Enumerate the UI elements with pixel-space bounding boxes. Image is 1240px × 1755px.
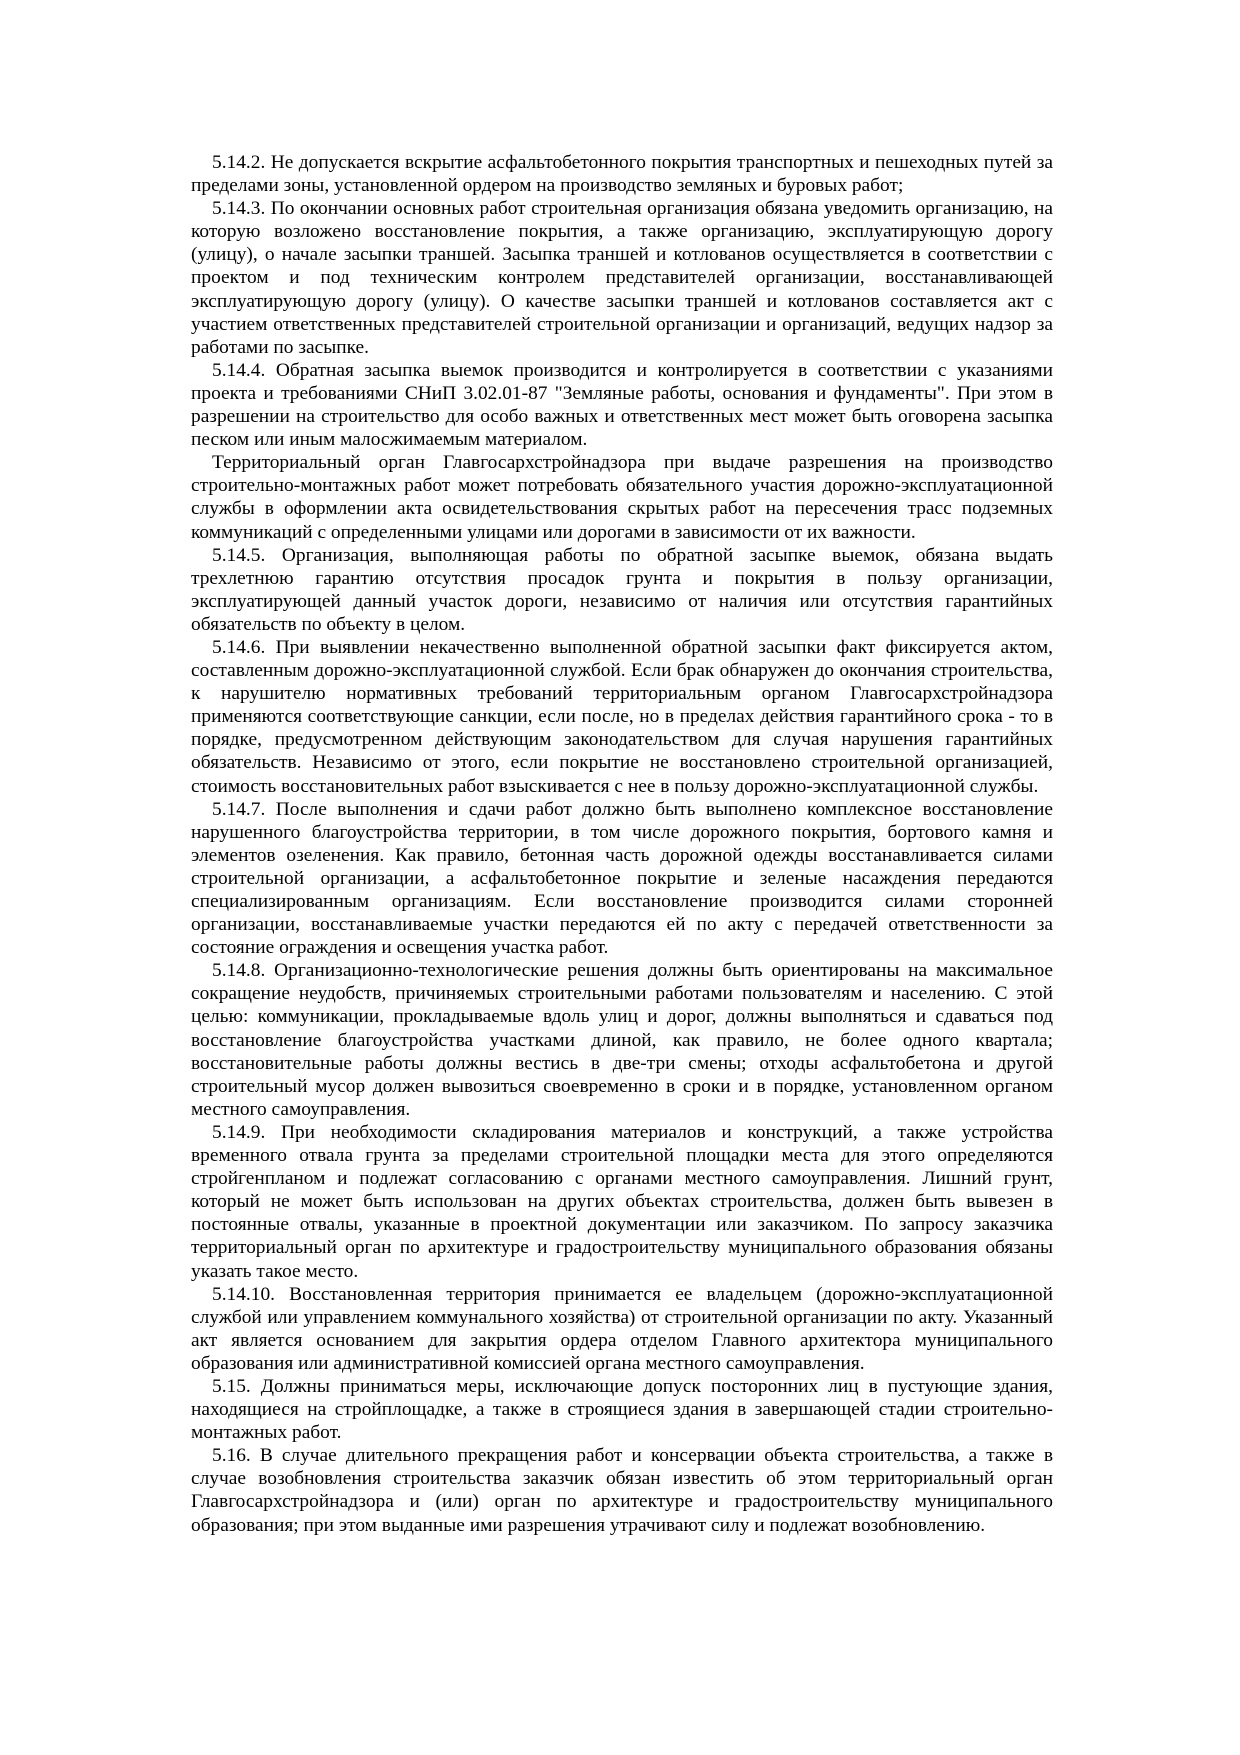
paragraph-5-14-5: 5.14.5. Организация, выполняющая работы по обратной засыпке выемок, обязана выдать трехлетнюю гарантию отсутствия просадок грунта и покрытия в пользу организации, эксплуатирующей данный участок дороги, независимо от наличия или отсутствия гарантийных обязательств по объекту в целом. xyxy=(191,544,1053,635)
paragraph-5-14-8: 5.14.8. Организационно-технологические решения должны быть ориентированы на максимальное сокращение неудобств, причиняемых строительными работами пользователям и населению. С этой целью: коммуникации, прокладываемые вдоль улиц и дорог, должны выполняться и сдаваться под восстановление благоустройства участками длиной, как правило, не более одного квартала; восстановительные работы должны вестись в две-три смены; отходы асфальтобетона и другой строительный мусор должен вывозиться своевременно в сроки и в порядке, установленном органом местного самоуправления. xyxy=(191,960,1053,1120)
paragraph-5-14-2: 5.14.2. Не допускается вскрытие асфальтобетонного покрытия транспортных и пешеходных путей за пределами зоны, установленной ордером на производство земляных и буровых работ; xyxy=(191,152,1053,197)
paragraph-5-14-10: 5.14.10. Восстановленная территория принимается ее владельцем (дорожно-эксплуатационной службой или управлением коммунального хозяйства) от строительной организации по акту. Указанный акт является основанием для закрытия ордера отделом Главного архитектора муниципального образования или административной комиссией органа местного самоуправления. xyxy=(191,1283,1053,1374)
paragraph-5-16: 5.16. В случае длительного прекращения работ и консервации объекта строительства, а также в случае возобновления строительства заказчик обязан известить об этом территориальный орган Главгосархстройнадзора и (или) орган по архитектуре и градостроительству муниципального образования; при этом выданные ими разрешения утрачивают силу и подлежат возобновлению. xyxy=(191,1445,1053,1536)
paragraph-5-14-4: 5.14.4. Обратная засыпка выемок производится и контролируется в соответствии с указаниями проекта и требованиями СНиП 3.02.01-87 "Земляные работы, основания и фундаменты". При этом в разрешении на строительство для особо важных и ответственных мест может быть оговорена засыпка песком или иным малосжимаемым материалом. xyxy=(191,359,1053,451)
paragraph-5-14-3: 5.14.3. По окончании основных работ строительная организация обязана уведомить организацию, на которую возложено восстановление покрытия, а также организацию, эксплуатирующую дорогу (улицу), о начале засыпки траншей. Засыпка траншей и котлованов осуществляется в соответствии с проектом и под техническим контролем представителей организации, восстанавливающей эксплуатирующую дорогу (улицу). О качестве засыпки траншей и котлованов составляется акт с участием ответственных представителей строительной организации и организаций, ведущих надзор за работами по засыпке. xyxy=(191,198,1053,358)
document-body xyxy=(191,151,1053,1537)
paragraph-territorial-body: Территориальный орган Главгосархстройнадзора при выдаче разрешения на производство строительно-монтажных работ может потребовать обязательного участия дорожно-эксплуатационной службы в оформлении акта освидетельствования скрытых работ на пересечения трасс подземных коммуникаций с определенными улицами или дорогами в зависимости от их важности. xyxy=(191,452,1053,543)
paragraph-5-14-6: 5.14.6. При выявлении некачественно выполненной обратной засыпки факт фиксируется актом, составленным дорожно-эксплуатационной службой. Если брак обнаружен до окончания строительства, к нарушителю нормативных требований территориальным органом Главгосархстройнадзора применяются соответствующие санкции, если после, но в пределах действия гарантийного срока - то в порядке, предусмотренном действующим законодательством для случая нарушения гарантийных обязательств. Независимо от этого, если покрытие не восстановлено строительной организацией, стоимость восстановительных работ взыскивается с нее в пользу дорожно-эксплуатационной службы. xyxy=(191,636,1053,797)
paragraph-5-14-9: 5.14.9. При необходимости складирования материалов и конструкций, а также устройства временного отвала грунта за пределами строительной площадки места для этого определяются стройгенпланом и подлежат согласованию с органами местного самоуправления. Лишний грунт, который не может быть использован на других объектах строительства, должен быть вывезен в постоянные отвалы, указанные в проектной документации или заказчиком. По запросу заказчика территориальный орган по архитектуре и градостроительству муниципального образования обязаны указать такое место. xyxy=(191,1121,1053,1282)
paragraph-5-14-7: 5.14.7. После выполнения и сдачи работ должно быть выполнено комплексное восстановление нарушенного благоустройства территории, в том числе дорожного покрытия, бортового камня и элементов озеленения. Как правило, бетонная часть дорожной одежды восстанавливается силами строительной организации, а асфальтобетонное покрытие и зеленые насаждения передаются специализированным организациям. Если восстановление производится силами сторонней организации, восстанавливаемые участки передаются ей по акту с передачей ответственности за состояние ограждения и освещения участка работ. xyxy=(191,798,1053,959)
paragraph-5-15: 5.15. Должны приниматься меры, исключающие допуск посторонних лиц в пустующие здания, находящиеся на стройплощадке, а также в строящиеся здания в завершающей стадии строительно-монтажных работ. xyxy=(191,1375,1053,1444)
